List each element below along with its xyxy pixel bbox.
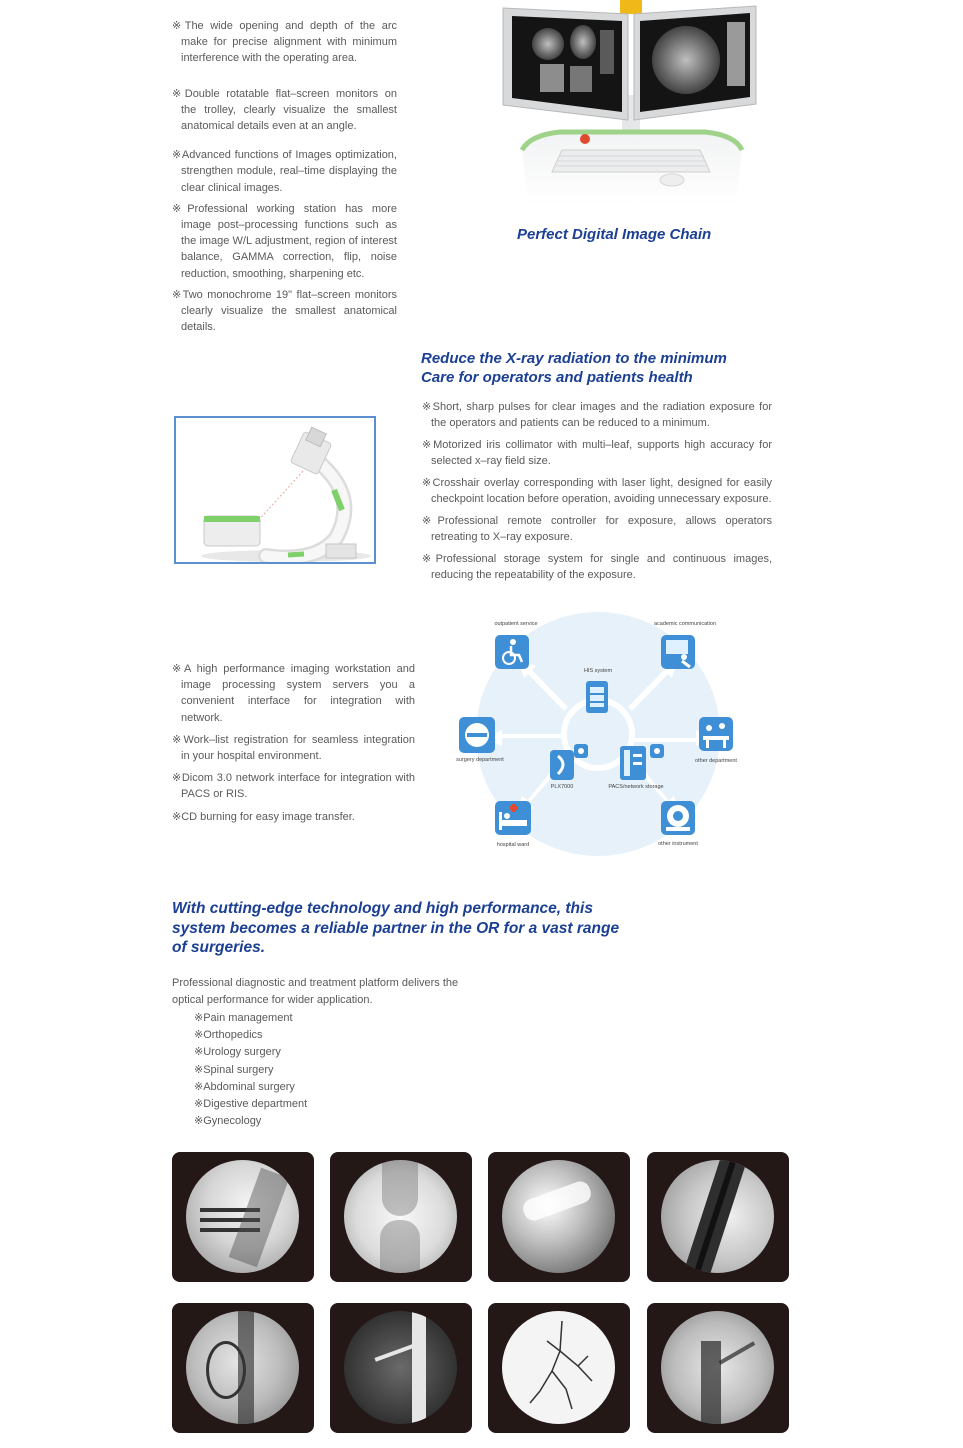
- feature-item: ※Professional remote controller for exposure, allows operators retreating to X–ray exposure.: [422, 514, 772, 543]
- radiation-heading-line2: Care for operators and patients health: [421, 369, 693, 386]
- feature-item: ※Crosshair overlay corresponding with laser light, designed for easily checkpoint location before operation, avoiding unnecessary exposure.: [422, 476, 772, 506]
- application-item: ※Digestive department: [194, 1098, 308, 1111]
- c-arm-image-frame: [174, 416, 376, 564]
- monitor-trolley-illustration: [500, 0, 762, 215]
- application-item: ※Pain management: [194, 1012, 293, 1024]
- image-chain-caption: Perfect Digital Image Chain: [517, 226, 712, 243]
- application-item: ※Orthopedics: [194, 1029, 263, 1042]
- applications-list: [194, 1010, 307, 1130]
- c-arm-illustration: [176, 418, 374, 562]
- application-item: ※Spinal surgery: [194, 1063, 274, 1076]
- label-hospital-ward: hospital ward: [496, 842, 530, 848]
- applications-intro-line1: Professional diagnostic and treatment platform delivers the: [172, 977, 459, 989]
- presentation-icon: [660, 634, 696, 670]
- applications-intro: [172, 975, 458, 1009]
- his-server-icon: [585, 680, 609, 714]
- feature-item: ※Advanced functions of Images optimization, strengthen module, real–time displaying the clear clinical images.: [172, 149, 397, 194]
- label-other-department: other department: [695, 758, 737, 764]
- feature-item: ※Dicom 3.0 network interface for integration with PACS or RIS.: [172, 772, 415, 801]
- feature-list-radiation: [422, 399, 772, 583]
- feature-item: ※Motorized iris collimator with multi–leaf, supports high accuracy for selected x–ray field size.: [422, 438, 772, 468]
- applications-heading-line2: system becomes a reliable partner in the OR for a vast range: [172, 919, 620, 937]
- c-arm-device-icon: [548, 744, 588, 782]
- label-plx7000: PLX7000: [550, 784, 574, 790]
- wheelchair-icon: [494, 634, 530, 670]
- network-diagram: [440, 612, 760, 862]
- feature-item: ※Professional storage system for single and continuous images, reducing the repeatability of the exposure.: [422, 552, 772, 581]
- xray-thumbnail-hip-screws: [172, 1152, 314, 1282]
- feature-item: ※Two monochrome 19" flat–screen monitors clearly visualize the smallest anatomical details.: [172, 288, 397, 334]
- applications-heading-line3: of surgeries.: [172, 939, 266, 956]
- feature-item: ※Work–list registration for seamless integration in your hospital environment.: [172, 733, 415, 763]
- feature-list-monitors: [172, 18, 397, 335]
- xray-thumbnail-tibia-nail: [647, 1152, 789, 1282]
- hospital-bed-icon: [494, 800, 532, 836]
- xray-thumbnail-shoulder: [488, 1152, 630, 1282]
- applications-heading: [172, 899, 619, 958]
- other-department-icon: [698, 716, 734, 752]
- surgery-icon: [458, 716, 496, 754]
- label-academic-communication: academic communication: [653, 621, 717, 627]
- radiation-heading: [421, 349, 727, 387]
- ct-scanner-icon: [660, 800, 696, 836]
- applications-intro-line2: optical performance for wider application.: [172, 994, 373, 1006]
- xray-thumbnail-kidney: [172, 1303, 314, 1433]
- feature-list-network: [172, 661, 415, 825]
- label-other-instrument: other instrument: [658, 841, 698, 847]
- label-surgery-department: surgery department: [456, 757, 504, 763]
- label-his-system: HIS system: [583, 668, 613, 674]
- application-item: ※Gynecology: [194, 1115, 262, 1128]
- feature-item: ※Professional working station has more image post–processing functions such as the image W/L adjustment, region of interest balance, GAMMA correction, flip, noise reduction, smoothing, sharpening etc.: [172, 202, 397, 280]
- application-item: ※Abdominal surgery: [194, 1080, 295, 1093]
- feature-item: ※CD burning for easy image transfer.: [172, 810, 355, 823]
- feature-item: ※Short, sharp pulses for clear images and the radiation exposure for the operators and patients can be reduced to a minimum.: [422, 401, 772, 430]
- feature-item: ※Double rotatable flat–screen monitors on the trolley, clearly visualize the smallest anatomical details even at an angle.: [172, 87, 397, 133]
- xray-thumbnail-renal-angio: [330, 1303, 472, 1433]
- xray-thumbnail-aorta: [647, 1303, 789, 1433]
- label-pacs-network-storage: PACS/network storage: [608, 784, 664, 790]
- pacs-storage-icon: [618, 744, 664, 782]
- xray-thumbnail-vessels: [488, 1303, 630, 1433]
- xray-thumbnail-knee: [330, 1152, 472, 1282]
- application-item: ※Urology surgery: [194, 1046, 281, 1059]
- radiation-heading-line1: Reduce the X-ray radiation to the minimum: [421, 350, 727, 367]
- feature-item: ※The wide opening and depth of the arc make for precise alignment with minimum interference with the operating area.: [172, 20, 397, 65]
- label-outpatient-service: outpatient service: [494, 621, 538, 627]
- applications-heading-line1: With cutting-edge technology and high performance, this: [172, 900, 593, 917]
- feature-item: ※A high performance imaging workstation and image processing system servers you a convenient interface for integration with network.: [172, 663, 415, 724]
